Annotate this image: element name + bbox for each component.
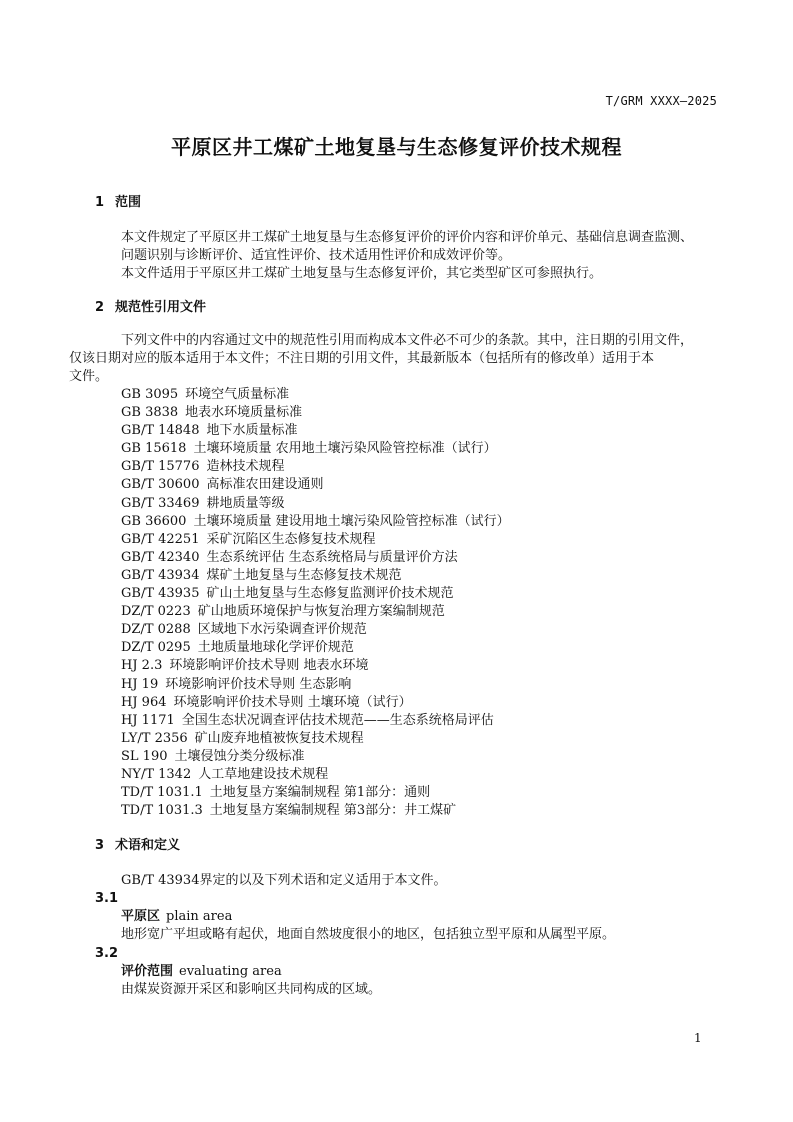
section-number: 2	[95, 300, 105, 315]
standard-code: HJ 2.3	[121, 658, 163, 674]
standard-name: 造林技术规程	[206, 459, 285, 475]
normative-reference-list	[121, 386, 510, 820]
paragraph-line: 下列文件中的内容通过文中的规范性引用而构成本文件必不可少的条款。其中，注日期的引用文件，	[121, 333, 694, 348]
reference-item	[121, 603, 510, 621]
standard-code: SL 190	[121, 748, 168, 764]
document-code: T/GRM XXXX—2025	[605, 94, 717, 108]
standard-name: 高标准农田建设通则	[206, 477, 324, 493]
standard-code: HJ 1171	[121, 712, 175, 728]
section-number: 1	[95, 195, 105, 210]
standard-name: 土壤环境质量 建设用地土壤污染风险管控标准（试行）	[193, 513, 510, 529]
paragraph-line: GB/T 43934界定的以及下列术语和定义适用于本文件。	[121, 873, 447, 888]
reference-item	[121, 694, 510, 712]
standard-name: 环境影响评价技术导则 地表水环境	[169, 658, 369, 674]
standard-code: GB/T 43934	[121, 567, 200, 583]
reference-item	[121, 585, 510, 603]
standard-code: GB 3095	[121, 387, 179, 402]
reference-item	[121, 712, 510, 730]
standard-name: 土地复垦方案编制规程 第1部分：通则	[209, 785, 431, 801]
reference-item	[121, 440, 510, 458]
standard-name: 煤矿土地复垦与生态修复技术规范	[206, 567, 402, 583]
paragraph-line: 仅该日期对应的版本适用于本文件；不注日期的引用文件，其最新版本（包括所有的修改单）适用于本	[69, 351, 655, 366]
standard-name: 土壤侵蚀分类分级标准	[174, 748, 305, 764]
standard-code: DZ/T 0223	[121, 604, 191, 620]
standard-name: 环境空气质量标准	[185, 387, 290, 402]
standard-name: 采矿沉陷区生态修复技术规程	[206, 531, 376, 547]
reference-item	[121, 476, 510, 494]
standard-name: 矿山地质环境保护与恢复治理方案编制规范	[197, 604, 445, 620]
standard-name: 地下水质量标准	[206, 423, 298, 439]
standard-code: LY/T 2356	[121, 730, 188, 746]
term-chinese: 平原区	[121, 909, 161, 924]
standard-name: 全国生态状况调查评估技术规范——生态系统格局评估	[181, 712, 494, 728]
term-entry	[121, 908, 232, 926]
reference-item	[121, 458, 510, 476]
standard-name: 土壤环境质量 农用地土壤污染风险管控标准（试行）	[193, 441, 497, 457]
reference-item	[121, 386, 510, 404]
term-definition: 由煤炭资源开采区和影响区共同构成的区域。	[121, 982, 382, 997]
section-number: 3	[95, 838, 105, 853]
paragraph-line: 本文件规定了平原区井工煤矿土地复垦与生态修复评价的评价内容和评价单元、基础信息调查监测、	[121, 230, 694, 245]
standard-name: 矿山土地复垦与生态修复监测评价技术规范	[206, 586, 454, 602]
standard-code: GB/T 42251	[121, 531, 200, 547]
reference-item	[121, 802, 510, 820]
standard-name: 生态系统评估 生态系统格局与质量评价方法	[206, 549, 458, 565]
standard-code: DZ/T 0295	[121, 640, 191, 656]
term-english: plain area	[166, 909, 233, 924]
standard-code: GB/T 33469	[121, 495, 200, 511]
page-number: 1	[694, 1031, 702, 1045]
standard-code: HJ 964	[121, 694, 167, 710]
scope-paragraph-2	[95, 265, 720, 283]
standard-code: GB/T 15776	[121, 459, 200, 475]
document-title: 平原区井工煤矿土地复垦与生态修复评价技术规程	[171, 135, 622, 159]
standard-name: 矿山废弃地植被恢复技术规程	[194, 730, 364, 746]
scope-paragraph-1	[95, 229, 720, 265]
reference-item	[121, 748, 510, 766]
reference-item	[121, 766, 510, 784]
section-heading-scope	[95, 194, 141, 212]
reference-item	[121, 549, 510, 567]
standard-name: 环境影响评价技术导则 土壤环境（试行）	[173, 694, 412, 710]
term-definition: 地形宽广平坦或略有起伏，地面自然坡度很小的地区，包括独立型平原和从属型平原。	[121, 927, 616, 942]
section-title: 术语和定义	[115, 838, 181, 853]
reference-item	[121, 495, 510, 513]
reference-item	[121, 531, 510, 549]
reference-item	[121, 676, 510, 694]
term-entry	[121, 963, 282, 981]
term-number: 3.2	[95, 946, 119, 961]
reference-item	[121, 730, 510, 748]
standard-code: TD/T 1031.3	[121, 803, 203, 819]
standard-code: NY/T 1342	[121, 766, 192, 782]
standard-code: DZ/T 0288	[121, 622, 191, 638]
standard-code: GB 15618	[121, 441, 187, 457]
references-intro-paragraph	[69, 332, 720, 386]
standard-name: 人工草地建设技术规程	[198, 766, 329, 782]
terms-intro-paragraph	[95, 872, 720, 890]
reference-item	[121, 404, 510, 422]
standard-code: TD/T 1031.1	[121, 785, 203, 801]
reference-item	[121, 657, 510, 675]
paragraph-line: 问题识别与诊断评价、适宜性评价、技术适用性评价和成效评价等。	[121, 248, 512, 263]
section-heading-normative-references	[95, 299, 206, 317]
standard-name: 环境影响评价技术导则 生态影响	[165, 676, 352, 692]
reference-item	[121, 513, 510, 531]
section-title: 规范性引用文件	[115, 300, 207, 315]
standard-code: GB 36600	[121, 513, 187, 529]
reference-item	[121, 567, 510, 585]
standard-name: 区域地下水污染调查评价规范	[197, 622, 367, 638]
standard-code: GB/T 14848	[121, 423, 200, 439]
section-heading-terms-and-definitions	[95, 837, 180, 855]
standard-code: GB/T 43935	[121, 586, 200, 602]
standard-code: GB/T 42340	[121, 549, 200, 565]
standard-code: HJ 19	[121, 676, 159, 692]
standard-name: 耕地质量等级	[206, 495, 285, 511]
paragraph-line: 文件。	[69, 369, 109, 384]
paragraph-line: 本文件适用于平原区井工煤矿土地复垦与生态修复评价，其它类型矿区可参照执行。	[121, 266, 603, 281]
reference-item	[121, 422, 510, 440]
standard-name: 地表水环境质量标准	[185, 405, 303, 421]
term-chinese: 评价范围	[121, 964, 174, 979]
section-title: 范围	[115, 195, 142, 210]
term-english: evaluating area	[179, 964, 282, 979]
standard-code: GB/T 30600	[121, 477, 200, 493]
standard-name: 土地质量地球化学评价规范	[197, 640, 354, 656]
reference-item	[121, 639, 510, 657]
term-number: 3.1	[95, 891, 119, 906]
standard-code: GB 3838	[121, 405, 179, 421]
standard-name: 土地复垦方案编制规程 第3部分：井工煤矿	[209, 803, 457, 819]
reference-item	[121, 784, 510, 802]
reference-item	[121, 621, 510, 639]
